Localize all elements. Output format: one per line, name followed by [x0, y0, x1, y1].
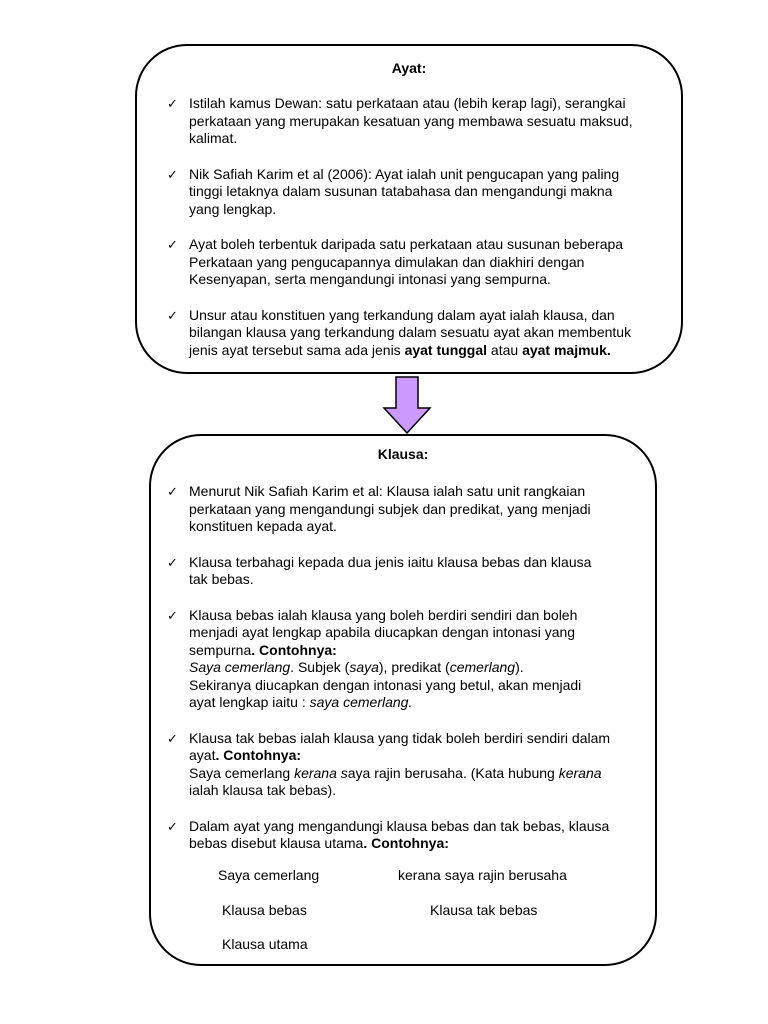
text-run: atau — [487, 341, 523, 358]
item-line — [189, 642, 651, 660]
text-run: ), predikat ( — [378, 659, 450, 675]
item-line — [189, 835, 651, 853]
ayat-title: Ayat: — [391, 60, 427, 76]
list-item — [165, 483, 651, 536]
item-line — [189, 342, 675, 360]
text-run: Perkataan yang pengucapannya dimulakan dan diakhiri dengan — [189, 253, 585, 270]
item-line — [189, 730, 651, 748]
text-run: yang lengkap. — [189, 200, 277, 217]
check-icon: ✓ — [167, 607, 178, 623]
text-run: . Contohnya: — [215, 747, 302, 763]
text-run: kerana — [558, 764, 602, 781]
text-run: ialah klausa tak bebas). — [189, 782, 337, 798]
text-run: bebas disebut klausa utama — [189, 835, 364, 851]
klausa-box — [149, 434, 657, 966]
text-run: saya cemerlang. — [309, 694, 413, 710]
text-run: . Contohnya: — [363, 835, 449, 851]
down-arrow-icon — [382, 376, 432, 434]
check-icon: ✓ — [167, 484, 178, 499]
check-icon: ✓ — [167, 237, 178, 252]
item-line — [189, 818, 651, 836]
text-run: Istilah kamus Dewan: satu perkataan atau (lebih kerap lagi), serangkai — [189, 95, 626, 111]
text-run: Saya cemerlang — [189, 659, 291, 675]
text-run: ayat — [189, 747, 216, 763]
example-clause-tak-bebas: kerana saya rajin berusaha — [398, 867, 567, 883]
text-run: Ayat boleh terbentuk daripada satu perkataan atau susunan beberapa — [189, 236, 624, 252]
text-run: tak bebas. — [189, 571, 254, 587]
item-line — [189, 554, 651, 572]
check-icon: ✓ — [167, 818, 178, 834]
check-icon: ✓ — [167, 554, 178, 570]
text-run: tinggi letaknya dalam susunan tatabahasa dan mengandungi makna — [189, 183, 613, 199]
text-run: Nik Safiah Karim et al (2006): Ayat ialah unit pengucapan yang paling — [189, 165, 620, 182]
item-line — [189, 324, 675, 342]
list-item — [165, 307, 675, 360]
text-run: kerana s — [294, 764, 348, 781]
text-run: Klausa bebas ialah klausa yang boleh berdiri sendiri dan boleh — [189, 606, 578, 623]
item-line — [189, 571, 651, 589]
text-run: ayat majmuk. — [522, 341, 611, 358]
text-run: jenis ayat tersebut sama ada jenis — [189, 341, 405, 358]
text-run: . Subjek ( — [290, 659, 350, 675]
text-run: ). — [515, 659, 524, 675]
text-run: Dalam ayat yang mengandungi klausa bebas dan tak bebas, klausa — [189, 817, 610, 834]
item-line — [189, 607, 651, 625]
text-run: ayat lengkap iaitu : — [189, 694, 310, 710]
item-line — [189, 501, 651, 519]
item-line — [189, 518, 651, 536]
ayat-box — [135, 44, 683, 374]
text-run: Saya cemerlang — [189, 764, 295, 781]
text-run: Klausa terbahagi kepada dua jenis iaitu klausa bebas dan klausa — [189, 553, 592, 570]
item-line — [189, 307, 675, 325]
ayat-list — [165, 95, 675, 377]
item-line — [189, 201, 675, 219]
list-item — [165, 607, 651, 712]
item-line — [189, 782, 651, 800]
check-icon: ✓ — [167, 730, 178, 746]
item-line — [189, 765, 651, 783]
list-item — [165, 818, 651, 853]
check-icon: ✓ — [167, 166, 178, 182]
item-line — [189, 747, 651, 765]
example-clause-bebas: Saya cemerlang — [218, 867, 320, 883]
item-line — [189, 254, 675, 272]
item-line — [189, 483, 651, 501]
text-run: cemerlang — [449, 659, 516, 675]
list-item — [165, 236, 675, 289]
text-run: Menurut Nik Safiah Karim et al: Klausa ialah satu unit rangkaian — [189, 483, 586, 499]
item-line — [189, 694, 651, 712]
list-item — [165, 554, 651, 589]
item-line — [189, 236, 675, 254]
down-arrow-shape — [384, 377, 430, 433]
item-line — [189, 183, 675, 201]
text-run: Klausa tak bebas ialah klausa yang tidak boleh berdiri sendiri dalam — [189, 729, 611, 746]
text-run: menjadi ayat lengkap apabila diucapkan dengan intonasi yang — [189, 624, 576, 640]
item-line — [189, 113, 675, 131]
text-run: perkataan yang mengandungi subjek dan predikat, yang menjadi — [189, 500, 591, 517]
text-run: perkataan yang merupakan kesatuan yang membawa sesuatu maksud, — [189, 112, 633, 129]
item-line — [189, 624, 651, 642]
list-item — [165, 95, 675, 148]
text-run: bilangan klausa yang terkandung dalam sesuatu ayat akan membentuk — [189, 324, 632, 340]
check-icon: ✓ — [167, 96, 178, 111]
text-run: aya rajin berusaha. (Kata hubung — [347, 764, 559, 781]
text-run: . Contohnya: — [251, 641, 337, 658]
text-run: kalimat. — [189, 130, 238, 146]
list-item — [165, 166, 675, 219]
item-line — [189, 659, 651, 677]
text-run: sempurna — [189, 641, 252, 658]
check-icon: ✓ — [167, 307, 178, 323]
text-run: konstituen kepada ayat. — [189, 518, 337, 534]
klausa-list — [165, 483, 651, 871]
example-label-bebas: Klausa bebas — [222, 902, 307, 918]
text-run: Unsur atau konstituen yang terkandung dalam ayat ialah klausa, dan — [189, 306, 615, 323]
example-label-tak-bebas: Klausa tak bebas — [430, 902, 538, 918]
item-line — [189, 95, 675, 113]
item-line — [189, 677, 651, 695]
item-line — [189, 166, 675, 184]
item-line — [189, 130, 675, 148]
text-run: saya — [349, 659, 379, 675]
text-run: Kesenyapan, serta mengandungi intonasi yang sempurna. — [189, 271, 551, 287]
text-run: Sekiranya diucapkan dengan intonasi yang betul, akan menjadi — [189, 676, 582, 693]
item-line — [189, 271, 675, 289]
klausa-title: Klausa: — [377, 446, 429, 462]
text-run: ayat tunggal — [404, 341, 488, 358]
list-item — [165, 730, 651, 800]
example-label-utama: Klausa utama — [222, 936, 308, 952]
